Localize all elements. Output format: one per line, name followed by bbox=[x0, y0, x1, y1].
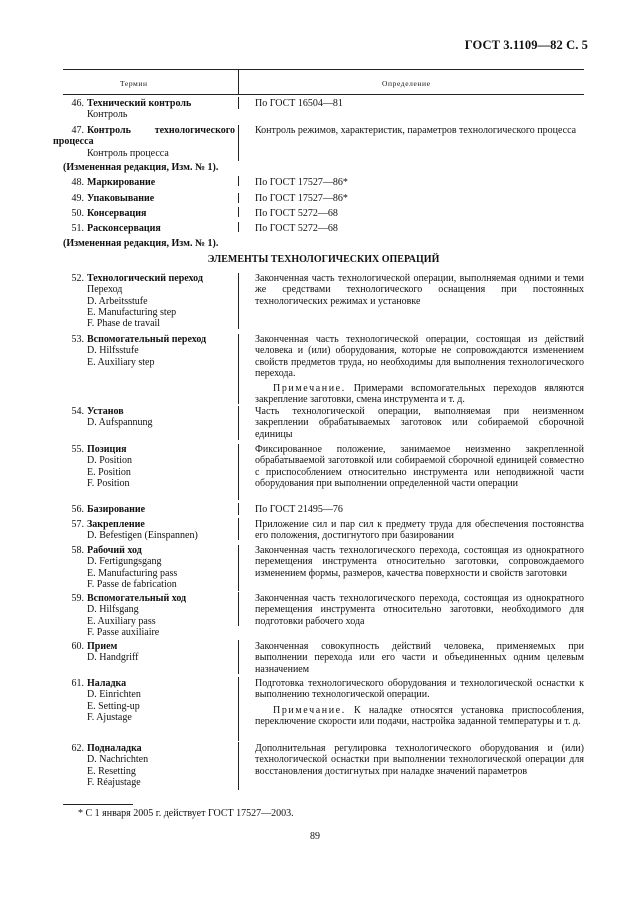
term-synonym: Контроль процесса bbox=[87, 147, 169, 159]
term-number: 62. bbox=[71, 743, 84, 754]
column-separator bbox=[238, 193, 239, 203]
term-definition: По ГОСТ 5272—68 bbox=[255, 223, 338, 234]
column-separator bbox=[238, 97, 239, 109]
footnote-rule bbox=[63, 804, 133, 805]
term-foreign-equivalent: D. Position bbox=[87, 455, 133, 467]
term-number: 59. bbox=[71, 593, 84, 604]
column-header-definition: Определение bbox=[382, 79, 431, 88]
term-foreign-equivalent: D. Fertigungsgang bbox=[87, 556, 162, 568]
column-separator bbox=[238, 444, 239, 500]
term-foreign-equivalent: F. Position bbox=[87, 477, 130, 489]
column-separator bbox=[238, 222, 239, 232]
term-foreign-equivalent: D. Hilfsgang bbox=[87, 604, 139, 616]
term-title: Вспомогательный ход bbox=[87, 593, 187, 604]
term-title: Маркирование bbox=[87, 177, 156, 188]
term-number: 52. bbox=[71, 273, 84, 284]
term-definition: По ГОСТ 21495—76 bbox=[255, 504, 343, 515]
term-definition: Подготовка технологического оборудования и технологической оснастки к выполнению технологической операции. bbox=[255, 678, 584, 701]
term-foreign-equivalent: E. Auxiliary step bbox=[87, 356, 155, 368]
term-foreign-equivalent: D. Nachrichten bbox=[87, 754, 149, 766]
term-title: Базирование bbox=[87, 504, 146, 515]
term-title: Наладка bbox=[87, 678, 127, 689]
term-foreign-equivalent: D. Handgriff bbox=[87, 652, 139, 664]
term-foreign-equivalent: D. Hilfsstufe bbox=[87, 345, 139, 357]
column-separator bbox=[238, 406, 239, 440]
column-separator bbox=[238, 677, 239, 741]
term-number: 48. bbox=[71, 177, 84, 188]
term-number: 47. bbox=[71, 125, 84, 136]
term-title: Технический контроль bbox=[87, 98, 192, 109]
term-definition: По ГОСТ 17527—86* bbox=[255, 177, 348, 188]
term-note bbox=[255, 383, 584, 406]
note-label: Примечание. bbox=[273, 704, 346, 716]
term-foreign-equivalent: D. Einrichten bbox=[87, 689, 141, 701]
term-number: 46. bbox=[71, 98, 84, 109]
term-title: Закрепление bbox=[87, 519, 145, 530]
term-title: Вспомогательный переход bbox=[87, 334, 207, 345]
note-text: Примерами вспомогательных переходов являются закрепление заготовки, смена инструмента и т. д. bbox=[255, 383, 584, 406]
term-number: 56. bbox=[71, 504, 84, 515]
edit-note: (Измененная редакция, Изм. № 1). bbox=[63, 238, 219, 249]
term-foreign-equivalent: F. Ajustage bbox=[87, 711, 132, 723]
term-number: 50. bbox=[71, 208, 84, 219]
term-number: 49. bbox=[71, 193, 84, 204]
term-title: Рабочий ход bbox=[87, 545, 142, 556]
term-definition: Фиксированное положение, занимаемое неизменно закрепленной обрабатываемой заготовкой или собираемой сборочной единицей совместно с приспособлением относительно инструмента или неподвижной части оборудования при выполнении определенной части операции bbox=[255, 444, 584, 489]
term-title: Консервация bbox=[87, 208, 147, 219]
term-foreign-equivalent: E. Resetting bbox=[87, 765, 136, 777]
term-foreign-equivalent: D. Befestigen (Einspannen) bbox=[87, 530, 198, 542]
table-header-rule bbox=[63, 94, 584, 95]
term-definition: Законченная часть технологической операции, состоящая из действий человека и (или) оборудования, которые не сопровождаются изменением свойств предметов труда, но необходимы для выполнения технологического перехода. bbox=[255, 334, 584, 379]
column-separator bbox=[238, 592, 239, 626]
term-definition: Законченная часть технологической операции, выполняемая одними и теми же средствами технологического оснащения при постоянных технологических режимах и установке bbox=[255, 273, 584, 307]
term-synonym: Переход bbox=[87, 284, 123, 296]
note-text: К наладке относятся установка приспособления, переключение скорости или подачи, настройка заданной температуры и т. д. bbox=[255, 704, 584, 727]
term-foreign-equivalent: D. Arbeitsstufe bbox=[87, 295, 148, 307]
term-number: 58. bbox=[71, 545, 84, 556]
page-header-title: ГОСТ 3.1109—82 С. 5 bbox=[464, 38, 588, 52]
column-separator bbox=[238, 640, 239, 674]
term-definition: Часть технологической операции, выполняемая при неизменном закреплении обрабатываемых заготовок или собираемой сборочной единицы bbox=[255, 406, 584, 440]
column-separator bbox=[238, 176, 239, 186]
term-title: Подналадка bbox=[87, 743, 142, 754]
column-separator bbox=[238, 273, 239, 329]
term-number: 53. bbox=[71, 334, 84, 345]
term-title: Технологический переход bbox=[87, 273, 203, 284]
term-title-part: процесса bbox=[53, 136, 94, 148]
term-definition: Законченная часть технологического перехода, состоящая из однократного перемещения инструмента относительно заготовки, сопровождаемого изменением формы, размеров, качества поверхности и свойств заготовки bbox=[255, 545, 584, 579]
term-definition: Приложение сил и пар сил к предмету труда для обеспечения постоянства его положения, достигнутого при базировании bbox=[255, 519, 584, 542]
term-synonym: Контроль bbox=[87, 109, 128, 121]
column-header-terms: Термин bbox=[120, 79, 148, 88]
term-foreign-equivalent: F. Passe auxiliaire bbox=[87, 626, 160, 638]
term-foreign-equivalent: D. Aufspannung bbox=[87, 417, 153, 429]
note-label: Примечание. bbox=[273, 383, 346, 395]
term-foreign-equivalent: F. Réajustage bbox=[87, 776, 141, 788]
term-title: Упаковывание bbox=[87, 193, 155, 204]
term-number: 54. bbox=[71, 406, 84, 417]
term-number: 61. bbox=[71, 678, 84, 689]
term-note bbox=[255, 705, 584, 728]
term-title: Расконсервация bbox=[87, 223, 161, 234]
term-definition: Законченная совокупность действий человека, применяемых при выполнении перехода или его части и объединенных одним целевым назначением bbox=[255, 641, 584, 675]
column-separator bbox=[238, 69, 239, 94]
term-foreign-equivalent: E. Manufacturing step bbox=[87, 306, 177, 318]
section-title: ЭЛЕМЕНТЫ ТЕХНОЛОГИЧЕСКИХ ОПЕРАЦИЙ bbox=[207, 254, 440, 265]
term-definition: Дополнительная регулировка технологического оборудования и (или) технологической оснастки при выполнении технологической операции для восстановления достигнутых при наладке значений параметров bbox=[255, 743, 584, 777]
term-definition: Контроль режимов, характеристик, параметров технологического процесса bbox=[255, 125, 577, 136]
term-definition: По ГОСТ 17527—86* bbox=[255, 193, 348, 204]
column-separator bbox=[238, 207, 239, 217]
term-definition: По ГОСТ 16504—81 bbox=[255, 98, 343, 109]
term-title: Прием bbox=[87, 641, 118, 652]
term-foreign-equivalent: F. Passe de fabrication bbox=[87, 578, 177, 590]
term-number: 60. bbox=[71, 641, 84, 652]
term-number: 51. bbox=[71, 223, 84, 234]
column-separator bbox=[238, 334, 239, 404]
edit-note: (Измененная редакция, Изм. № 1). bbox=[63, 162, 219, 173]
term-title: Установ bbox=[87, 406, 124, 417]
footnote: * С 1 января 2005 г. действует ГОСТ 17527—2003. bbox=[78, 808, 294, 819]
term-title-part: технологического bbox=[154, 125, 235, 136]
column-separator bbox=[238, 742, 239, 790]
term-title: Позиция bbox=[87, 444, 127, 455]
column-separator bbox=[238, 503, 239, 515]
term-number: 55. bbox=[71, 444, 84, 455]
table-top-rule bbox=[63, 69, 584, 70]
column-separator bbox=[238, 545, 239, 591]
term-number: 57. bbox=[71, 519, 84, 530]
term-foreign-equivalent: E. Position bbox=[87, 466, 131, 478]
term-definition: Законченная часть технологического перехода, состоящая из однократного перемещения инструмента относительно заготовки, необходимого для подготовки рабочего хода bbox=[255, 593, 584, 627]
term-definition: По ГОСТ 5272—68 bbox=[255, 208, 338, 219]
term-title-part: Контроль bbox=[87, 125, 131, 136]
term-foreign-equivalent: E. Setting-up bbox=[87, 700, 140, 712]
term-foreign-equivalent: E. Manufacturing pass bbox=[87, 567, 178, 579]
term-foreign-equivalent: E. Auxiliary pass bbox=[87, 615, 156, 627]
column-separator bbox=[238, 518, 239, 540]
term-foreign-equivalent: F. Phase de travail bbox=[87, 318, 161, 330]
column-separator bbox=[238, 125, 239, 161]
page-number: 89 bbox=[310, 831, 320, 842]
